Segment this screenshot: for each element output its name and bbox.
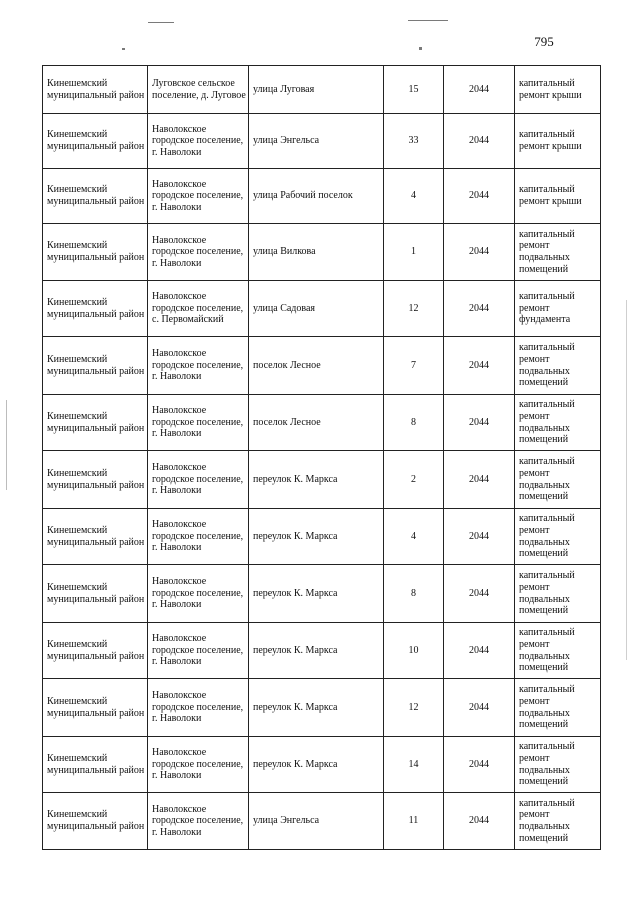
house-number-cell: 4 <box>384 509 444 565</box>
settlement-cell: Наволокское городское поселение, г. Наволоки <box>148 679 249 737</box>
house-number-cell: 8 <box>384 395 444 451</box>
work-type-cell: капитальный ремонт подвальных помещений <box>515 337 601 395</box>
scan-dot-left <box>122 48 125 50</box>
settlement-cell: Наволокское городское поселение, г. Наволоки <box>148 737 249 793</box>
house-number-cell: 11 <box>384 793 444 850</box>
settlement-cell: Наволокское городское поселение, г. Наволоки <box>148 793 249 850</box>
district-cell: Кинешемский муниципальный район <box>43 623 148 679</box>
house-number-cell: 2 <box>384 451 444 509</box>
year-cell: 2044 <box>444 679 515 737</box>
table-row <box>43 337 601 395</box>
year-cell: 2044 <box>444 66 515 114</box>
house-number-cell: 7 <box>384 337 444 395</box>
settlement-cell: Наволокское городское поселение, г. Наволоки <box>148 224 249 281</box>
table-row <box>43 793 601 850</box>
settlement-cell: Наволокское городское поселение, г. Наволоки <box>148 169 249 224</box>
scan-line-top-left <box>148 22 174 23</box>
year-cell: 2044 <box>444 793 515 850</box>
street-cell: поселок Лесное <box>249 395 384 451</box>
house-number-cell: 33 <box>384 114 444 169</box>
table-row <box>43 737 601 793</box>
street-cell: переулок К. Маркса <box>249 737 384 793</box>
settlement-cell: Наволокское городское поселение, г. Наволоки <box>148 623 249 679</box>
work-type-cell: капитальный ремонт подвальных помещений <box>515 224 601 281</box>
district-cell: Кинешемский муниципальный район <box>43 337 148 395</box>
street-cell: переулок К. Маркса <box>249 679 384 737</box>
year-cell: 2044 <box>444 509 515 565</box>
table-row <box>43 395 601 451</box>
house-number-cell: 1 <box>384 224 444 281</box>
work-type-cell: капитальный ремонт подвальных помещений <box>515 737 601 793</box>
table-row <box>43 281 601 337</box>
district-cell: Кинешемский муниципальный район <box>43 169 148 224</box>
settlement-cell: Наволокское городское поселение, г. Наволоки <box>148 509 249 565</box>
house-number-cell: 10 <box>384 623 444 679</box>
work-type-cell: капитальный ремонт подвальных помещений <box>515 679 601 737</box>
work-type-cell: капитальный ремонт подвальных помещений <box>515 623 601 679</box>
scan-edge-left <box>6 400 7 490</box>
street-cell: улица Энгельса <box>249 793 384 850</box>
district-cell: Кинешемский муниципальный район <box>43 509 148 565</box>
table-row <box>43 66 601 114</box>
table-row <box>43 623 601 679</box>
table-row <box>43 509 601 565</box>
work-type-cell: капитальный ремонт крыши <box>515 169 601 224</box>
settlement-cell: Луговское сельское поселение, д. Луговое <box>148 66 249 114</box>
work-type-cell: капитальный ремонт крыши <box>515 114 601 169</box>
street-cell: улица Энгельса <box>249 114 384 169</box>
scan-line-top-right <box>408 20 448 21</box>
district-cell: Кинешемский муниципальный район <box>43 395 148 451</box>
work-type-cell: капитальный ремонт подвальных помещений <box>515 509 601 565</box>
year-cell: 2044 <box>444 169 515 224</box>
year-cell: 2044 <box>444 737 515 793</box>
district-cell: Кинешемский муниципальный район <box>43 793 148 850</box>
district-cell: Кинешемский муниципальный район <box>43 565 148 623</box>
settlement-cell: Наволокское городское поселение, г. Наволоки <box>148 451 249 509</box>
table-row <box>43 114 601 169</box>
district-cell: Кинешемский муниципальный район <box>43 114 148 169</box>
street-cell: поселок Лесное <box>249 337 384 395</box>
settlement-cell: Наволокское городское поселение, г. Наволоки <box>148 395 249 451</box>
street-cell: улица Садовая <box>249 281 384 337</box>
table-row <box>43 169 601 224</box>
year-cell: 2044 <box>444 395 515 451</box>
work-type-cell: капитальный ремонт подвальных помещений <box>515 565 601 623</box>
house-number-cell: 4 <box>384 169 444 224</box>
year-cell: 2044 <box>444 623 515 679</box>
house-number-cell: 12 <box>384 281 444 337</box>
work-type-cell: капитальный ремонт подвальных помещений <box>515 793 601 850</box>
district-cell: Кинешемский муниципальный район <box>43 224 148 281</box>
table-row <box>43 565 601 623</box>
table-row <box>43 224 601 281</box>
street-cell: переулок К. Маркса <box>249 565 384 623</box>
year-cell: 2044 <box>444 451 515 509</box>
district-cell: Кинешемский муниципальный район <box>43 66 148 114</box>
settlement-cell: Наволокское городское поселение, с. Первомайский <box>148 281 249 337</box>
settlement-cell: Наволокское городское поселение, г. Наволоки <box>148 337 249 395</box>
street-cell: улица Вилкова <box>249 224 384 281</box>
street-cell: переулок К. Маркса <box>249 451 384 509</box>
work-type-cell: капитальный ремонт фундамента <box>515 281 601 337</box>
year-cell: 2044 <box>444 114 515 169</box>
street-cell: улица Рабочий поселок <box>249 169 384 224</box>
table-row <box>43 679 601 737</box>
year-cell: 2044 <box>444 224 515 281</box>
district-cell: Кинешемский муниципальный район <box>43 281 148 337</box>
table-row <box>43 451 601 509</box>
street-cell: переулок К. Маркса <box>249 623 384 679</box>
district-cell: Кинешемский муниципальный район <box>43 679 148 737</box>
street-cell: переулок К. Маркса <box>249 509 384 565</box>
house-number-cell: 14 <box>384 737 444 793</box>
year-cell: 2044 <box>444 337 515 395</box>
year-cell: 2044 <box>444 565 515 623</box>
work-type-cell: капитальный ремонт подвальных помещений <box>515 395 601 451</box>
house-number-cell: 12 <box>384 679 444 737</box>
scan-dot-right <box>419 47 422 50</box>
work-type-cell: капитальный ремонт подвальных помещений <box>515 451 601 509</box>
table-body <box>43 66 601 850</box>
district-cell: Кинешемский муниципальный район <box>43 451 148 509</box>
house-number-cell: 8 <box>384 565 444 623</box>
street-cell: улица Луговая <box>249 66 384 114</box>
repair-schedule-table <box>42 65 601 850</box>
district-cell: Кинешемский муниципальный район <box>43 737 148 793</box>
page-number: 795 <box>534 34 554 49</box>
year-cell: 2044 <box>444 281 515 337</box>
settlement-cell: Наволокское городское поселение, г. Наволоки <box>148 565 249 623</box>
work-type-cell: капитальный ремонт крыши <box>515 66 601 114</box>
settlement-cell: Наволокское городское поселение, г. Наволоки <box>148 114 249 169</box>
scan-edge-right <box>626 300 627 660</box>
house-number-cell: 15 <box>384 66 444 114</box>
